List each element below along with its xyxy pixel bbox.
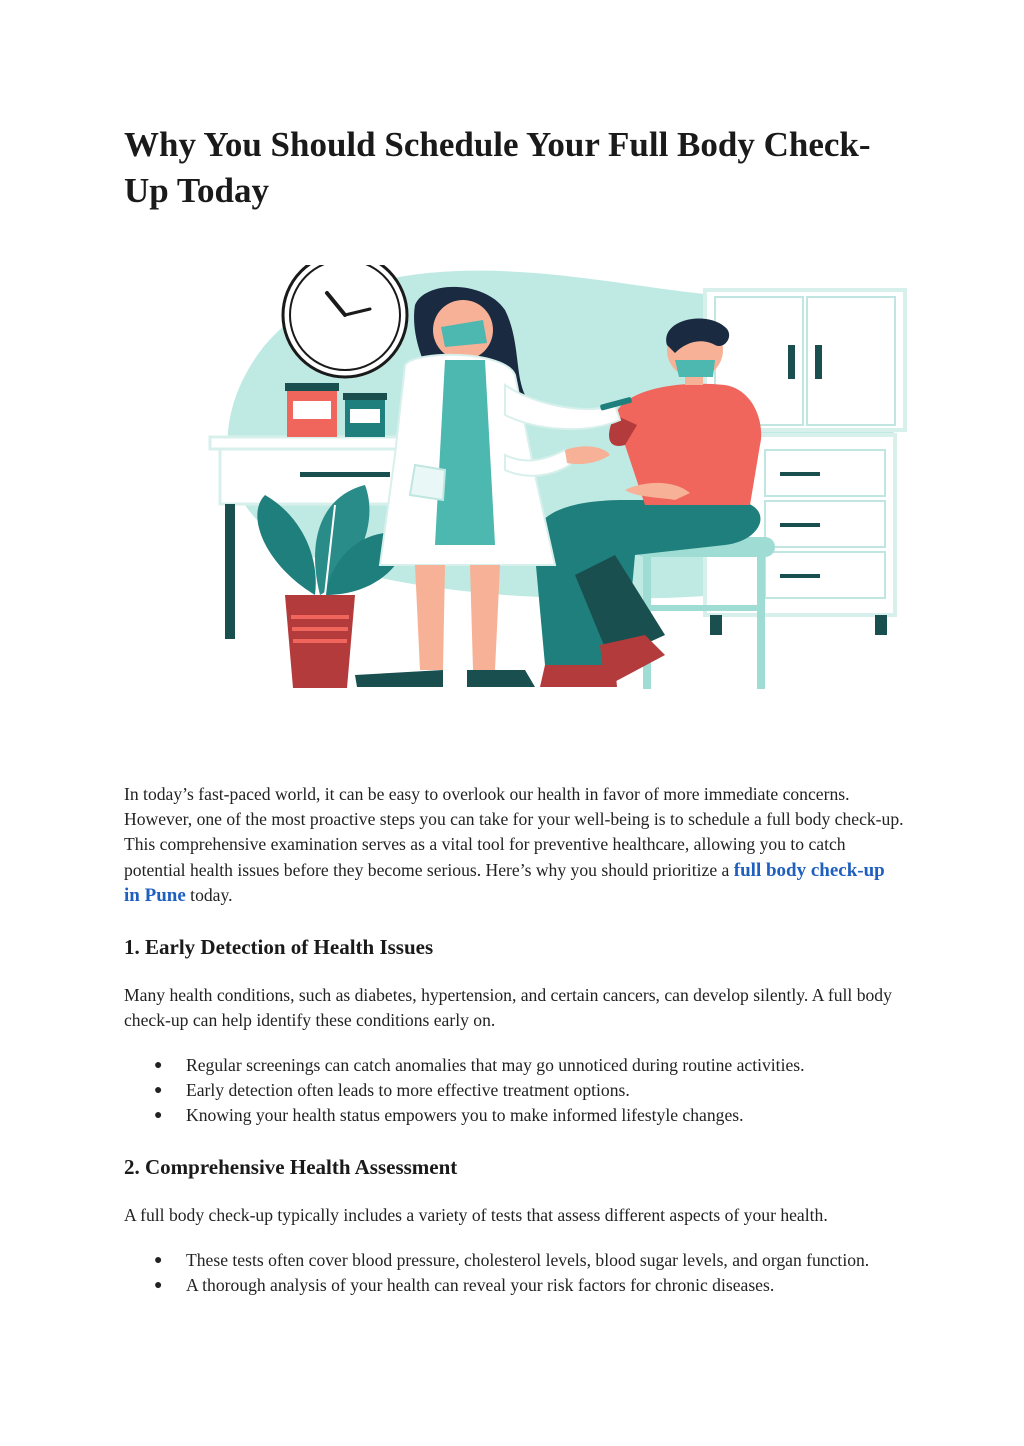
section-1-heading: 1. Early Detection of Health Issues bbox=[124, 935, 434, 959]
list-item: ● Regular screenings can catch anomalies that may go unnoticed during routine activities. bbox=[124, 1053, 884, 1078]
intro-text: In today’s fast-paced world, it can be easy to overlook our health in favor of more immediate concerns. However, one of the most proactive steps you can take for your well-being is to schedule a full body check-up. This comprehensive examination serves as a vital tool for preventive healthcare, allowing you to catch potential health issues before they become serious. Here’s why you should prioritize a bbox=[124, 784, 904, 880]
bullet-icon: ● bbox=[154, 1058, 163, 1073]
bullet-icon: ● bbox=[154, 1083, 163, 1099]
intro-text-end: today. bbox=[185, 884, 233, 905]
list-item: ● A thorough analysis of your health can reveal your risk factors for chronic diseases. bbox=[124, 1273, 884, 1298]
full-body-checkup-pune-link[interactable]: full body check-up in Pune bbox=[124, 859, 885, 906]
intro-paragraph bbox=[124, 782, 904, 908]
bullet-icon: ● bbox=[154, 1108, 163, 1124]
vaccination-illustration bbox=[205, 265, 915, 695]
page-title: Why You Should Schedule Your Full Body Check-Up Today bbox=[124, 125, 871, 210]
list-item: ● Early detection often leads to more effective treatment options. bbox=[124, 1078, 884, 1103]
section-1-bullet-list bbox=[124, 1053, 884, 1129]
bullet-icon: ● bbox=[154, 1278, 163, 1294]
wall-clock-icon bbox=[283, 265, 407, 377]
list-item: ● These tests often cover blood pressure, cholesterol levels, blood sugar levels, and organ function. bbox=[124, 1248, 884, 1273]
list-item: ● Knowing your health status empowers you to make informed lifestyle changes. bbox=[124, 1103, 884, 1128]
section-2-heading: 2. Comprehensive Health Assessment bbox=[124, 1155, 458, 1179]
section-2-paragraph: A full body check-up typically includes a variety of tests that assess different aspects of your health. bbox=[124, 1205, 828, 1225]
bullet-icon: ● bbox=[154, 1253, 163, 1268]
section-1-paragraph: Many health conditions, such as diabetes, hypertension, and certain cancers, can develop silently. A full body check-up can help identify these conditions early on. bbox=[124, 985, 892, 1031]
section-2-bullet-list bbox=[124, 1248, 884, 1298]
